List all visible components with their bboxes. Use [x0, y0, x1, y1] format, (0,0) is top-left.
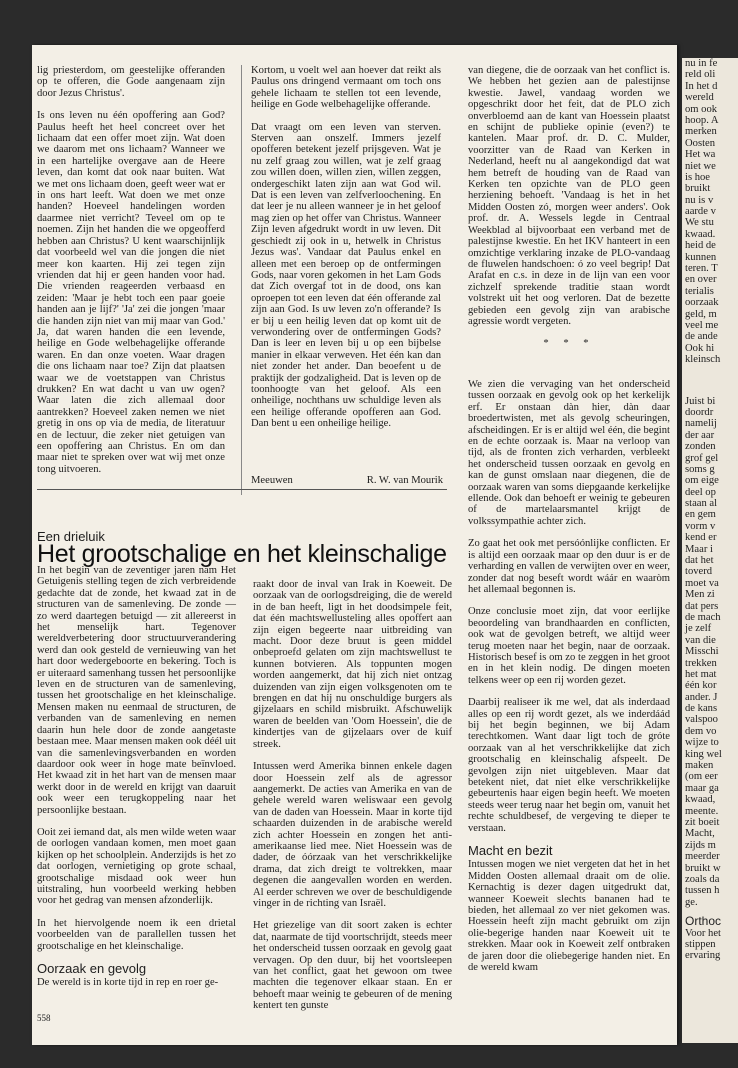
paragraph: Zo gaat het ook met persóónlijke conflicten. Er is altijd een oorzaak maar op den duur is er de verharding en vallen de verwijten over en weer, zonder dat nog beseft wordt wáár en waaròm het allemaal begonnen is. — [468, 538, 670, 595]
next-page-line: oorzaak — [685, 297, 719, 309]
paragraph: Dat vraagt om een leven van sterven. Sterven aan onszelf. Immers jezelf opofferen betekent jezelf prijsgeven. Wat je nu zelf graag zou willen, wat je zelf graag zou willen doen, willen zien, willen zeggen, ondergeschikt laten zijn aan wat God wil. Dat is een leven van zelfverloochening. En dat leer je nu alleen wanneer je in het geloof mag zien op het offer van Christus. Wanneer Zijn leven afgedrukt wordt in uw leven. Dit geschiedt zij ook in u, hetwelk in Christus Jezus was'. Vandaar dat Paulus enkel en alleen met een beroep op de ontfermingen Gods, naar voren gekomen in het Lam Gods dat Zich overgaf tot in de dood, ons kan oproepen tot een leven dat één offerande zal zijn aan God. Is uw leven zo'n offerande? Is er bij u een heilig leven dat op komt uit de verwondering over de ontfermingen Gods? Dan is leer en leven bij u op een bijbelse manier in elkaar verweven. Het één kan dan niet zonder het ander. Dan beoefent u de praktijk der godzaligheid. Dat is leven op de toonhoogte van het geloof. Als een onheilige, nochthans uw schuldige leven als een heilige offerande opofferen aan God. Dan bent u een onheilige heilige. — [251, 121, 441, 430]
paragraph: Onze conclusie moet zijn, dat voor eerlijke beoordeling van brandhaarden en conflicten, ook wat de gevolgen betreft, we altijd weer terug moeten naar het begin, naar de oorzaak. Historisch besef is om zo te zeggen in het groot en in het klein nodig. De dingen moeten telkens weer op een rij worden gezet. — [468, 606, 670, 686]
paragraph: De wereld is in korte tijd in rep en roer ge- — [37, 977, 219, 989]
next-page-line: stippen — [685, 938, 716, 950]
magazine-page — [32, 45, 677, 1045]
next-page-line: is hoe — [685, 171, 711, 183]
next-page-line: bruikt w — [685, 862, 721, 874]
next-page-subheading: Orthoc — [685, 914, 722, 929]
paragraph: Het griezelige van dit soort zaken is echter dat, naarmate de tijd voortschrijdt, steeds meer het onderscheid tussen oorzaak en gevolg gaat vervagen. Op den duur, bij het voortsleepen van het conflict, gaat het gewoon om twee machten die tegenover elkaar staan. En er behoeft maar weinig te gebeuren of de mening kentert ten gunste — [253, 920, 452, 1012]
next-page-line: en over — [685, 274, 717, 286]
next-page-line: deel op — [685, 486, 716, 498]
paragraph: Is ons leven nu één opoffering aan God? Paulus heeft het heel concreet over het lichaam dat een offer moet zijn. Wat doen we daarom met ons lichaam? Wanneer we in een hartelijke overgave aan de Heere leven, dan komt dat ook naar buiten. Wat we met ons lichaam doen, geeft weer wat er in ons hart leeft. Wat doen we met onze handen? Hoeveel handelingen worden daarmee niet verricht? Teveel om op te noemen. Zijn het handen die we opgeofferd hebben aan Christus? U kent waarschijnlijk dat voorbeeld wel van die jongen die niet meer kon kaarten. Hij zei tegen zijn vrienden dat hij er geen handen voor had. Die vrienden reageerden verbaasd en zeiden: 'Maar je hebt toch een paar goeie handen aan je lijf?' 'Ja' zei die jongen 'maar die handen zijn niet van mij maar van God.' Ja, dat waren handen die een levende, heilige en Gode welbehagelijke offerande waren. En dan onze voeten. Waar dragen die ons lichaam naar toe? Zijn dat plaatsen waar we de voetstappen van Christus drukken? En wat dacht u van uw ogen? Waar laten die zich allemaal door aantrekken? Hoeveel zaken nemen we niet gretig in ons op via de media, de literatuur en de lectuur, die zeker niet getuigen van een opoffering aan Christus. En om dan maar niet te spreken over wat wij met onze tong uitvoeren. — [37, 110, 225, 475]
next-page-line: valspoo — [685, 714, 718, 726]
next-page-line: teren. T — [685, 263, 718, 275]
next-page-line: nu is v — [685, 194, 714, 206]
next-page-line: wijze to — [685, 737, 719, 749]
next-page-line: één kor — [685, 680, 717, 692]
paragraph: lig priesterdom, om geestelijke offeranden op te offeren, die Gode aangenaam zijn door Jezus Christus'. — [37, 65, 225, 99]
next-page-line: toverd — [685, 566, 713, 578]
next-page-line: (om eer — [685, 771, 718, 783]
signature-place: Meeuwen — [251, 475, 293, 486]
next-page-line: Juist bi — [685, 395, 716, 407]
next-page-line: zit boeit — [685, 817, 720, 828]
next-page-line: vorm v — [685, 520, 716, 532]
paragraph: Ooit zei iemand dat, als men wilde weten waar de oorlogen vandaan komen, men moet gaan kijken op het schoolplein. Anderzijds is het zo dat oorlogen, vernietiging op grote schaal, grootschalige misdaad ook weer hun uitstraling, hun voorbeeld werking hebben voor het gedrag van mensen afzonderlijk. — [37, 826, 236, 907]
paragraph: We zien die vervaging van het onderscheid tussen oorzaak en gevolg ook op het kerkelijk erf. Er onstaan dàn hier, dàn daar broedertwisten, met als gevolg scheuringen, afscheidingen. Er is er altijd wel één, die begint en de echte oorzaak is. Maar na verloop van tijd, als de fronten zich verharden, verbleekt het onderscheid tussen oorzaak en gevolg en kan de gunst omslaan naar diegenen, die de oorzaak waren van soms diepgaande kerkelijke ellende. Ook dan behoeft er weinig te gebeuren of de martelaarsmantel krijgt de volkssympathie achter zich. — [468, 379, 670, 527]
next-page-line: bruikt — [685, 183, 711, 195]
next-page-line: doordr — [685, 406, 714, 418]
top-column-1 — [37, 65, 225, 486]
next-page-line: moet va — [685, 577, 719, 589]
article-headline: Het grootschalige en het kleinschalige — [37, 540, 447, 568]
next-page-line: Ook hi — [685, 342, 715, 354]
signature-author: R. W. van Mourik — [366, 475, 443, 486]
subheading-macht: Macht en bezit — [468, 843, 553, 859]
next-page-line: zonden — [685, 441, 716, 453]
article-kicker: Een drieluik — [37, 529, 105, 544]
next-page-line: en gem — [685, 509, 716, 521]
next-page-line: het mat — [685, 668, 717, 680]
paragraph: Intussen werd Amerika binnen enkele dagen door Hoessein zelf als de agressor aangemerkt. De acties van Amerika en van de gehele wereld waren weliswaar een gevolg van de daden van Hoessein. Maar in korte tijd schaarden duizenden in de arabische wereld zich achter Hoessein en zongen het anti-amerikaanse lied mee. Niet Hoessein was de dader, de óórzaak van het verschrikkelijke drama, dat zich dreigt te voltrekken, maar degenen die aangevallen worden en werden. Al eerder schreven we over de beschuldigende vinger in de richting van Israël. — [253, 761, 452, 909]
next-page-line: aarde v — [685, 206, 716, 218]
paragraph: In het begin van de zeventiger jaren nam Het Getuigenis stelling tegen de zich verbreidende gedachte dat de zonde, het kwaad zat in de structuren van de samenleving. De zonde — zo werd daartegen betuigd — zit allereerst in het menselijk hart. Tegenover wereldverbetering door structuurverandering werd dan ook gesteld de vernieuwing van het hart door wedergeboorte en bekering. Toch is er uiteraard samenhang tussen het persoonlijke leven en de structuren van de samenleving, tussen het grootschalige en het kleinschalige. Mensen maken nu eenmaal de structuren, de verbanden van de samenleving en nemen daarin hun hele door de zonde aangetaste bestaan mee. Maar mensen maken ook déél uit van die samenlevingsverbanden en worden daardoor ook weer in hoge mate beïnvloed. Het kwaad zit in het hart van de mensen maar werkt door in de wereld en krijgt van daaruit ook weer een terugkoppeling naar het persoonlijke bestaan. — [37, 565, 236, 816]
next-page-line: hoop. A — [685, 114, 719, 126]
next-page-line: zoals da — [685, 873, 720, 885]
paragraph: raakt door de inval van Irak in Koeweit. De oorzaak van de oorlogsdreiging, die de wereld in de ban heeft, ligt in het doodsimpele feit, dat één machtswellusteling alles opoffert aan zijn eigen begeerte naar uitbreiding van macht. Door deze bruut is geen middel onbeproefd gelaten om zijn machtswellust te kunnen botvieren. Als toppunten mogen worden aangemerkt, dat hij zich niet ontzag duizenden van zijn eigen volksgenoten om te brengen en dat hij nu onschuldige burgers als gijzelaars en schild misbruikt. Afschuwelijk waren de beelden van 'Oom Hoessein', die de kindertjes van de gijzelaars over de kuif streek. — [253, 579, 452, 750]
next-page-line: Misschi — [685, 646, 719, 658]
next-page-line: dat het — [685, 555, 714, 567]
next-page-line: de kans — [685, 703, 718, 715]
column-divider — [241, 65, 242, 495]
top-column-2 — [251, 65, 441, 441]
next-page-line: heid de — [685, 240, 716, 252]
article-column-1 — [37, 565, 236, 989]
next-page-line: Men zi — [685, 589, 715, 601]
next-page-line: merken — [685, 126, 717, 138]
next-page-line: wereld — [685, 92, 714, 104]
top-column-3 — [468, 65, 670, 362]
next-page-line: der aar — [685, 429, 715, 441]
next-page-line: staan al — [685, 498, 718, 510]
next-page-line: van die — [685, 634, 716, 646]
paragraph: van diegene, die de oorzaak van het conflict is. We hebben het gezien aan de palestijnse kwestie. Jawel, vandaag worden we opgeschrikt door het feit, dat de PLO zich onverbloemd aan de kant van Hoessein plaatst en schijnt de publieke opinie (even?) te kantelen. Maar prof. dr. D. C. Mulder, voorzitter van de Raad van Kerken in Nederland, heeft nu al aangekondigd dat wat hem betreft de houding van de Raad van Kerken ten opzichte van de PLO geen herziening behoeft. 'Vandaag is het in het Midden Oosten zó, morgen weer anders'. Ook prof. dr. A. Wessels legde in Centraal Weekblad al bijvoorbaat een verband met de palestijnse kwestie. En het IKV hanteert in een omzichtige verklaring inzake de PLO-vandaag de fluwelen handschoen: ó zo veel begrip! Dat Arafat en c.s. in deze in de lijn van een voor zichzelf sprekende traditie staan wordt volstrekt uit het oog verloren. Dat de bezette gebieden een gevolg zijn van arabische agressie wordt vergeten. — [468, 65, 670, 327]
next-page-line: reld oli — [685, 69, 716, 81]
next-page-line: ervaring — [685, 950, 721, 962]
next-page-edge — [682, 58, 738, 1043]
next-page-line: zijds m — [685, 839, 716, 851]
subheading-oorzaak: Oorzaak en gevolg — [37, 961, 147, 976]
next-page-line: maken — [685, 760, 714, 772]
next-page-line: Macht, — [685, 828, 715, 840]
next-page-line: kwaad, — [685, 794, 716, 806]
next-page-line: namelij — [685, 418, 717, 430]
next-page-line: niet we — [685, 160, 716, 172]
next-page-line: ander. J — [685, 691, 718, 703]
next-page-line: meente. — [685, 805, 719, 817]
next-page-line: kleinsch — [685, 354, 721, 366]
next-page-line: Oosten — [685, 137, 716, 149]
next-page-line: je zelf — [685, 623, 712, 635]
paragraph: Intussen mogen we niet vergeten dat het in het Midden Oosten allemaal draait om de olie. Kernachtig is dezer dagen uitgedrukt dat, wanneer Koeweit slechts bananen had te bieden, het allemaal zo ver niet gekomen was. Hoessein heeft zijn macht gebruikt om zijn olie-begerige handen naar Koeweit uit te strekken. Maar ook in Koeweit zelf ontbraken de jaren door die oliebegerige handen niet. En de wereld kwam — [468, 859, 670, 974]
paragraph: Daarbij realiseer ik me wel, dat als inderdaad alles op een rij wordt gezet, als we inderdáád bij het begin beginnen, we bij Adam terechtkomen. Want daar ligt toch de gróte oorzaak van al het verschrikkelijke dat zich grootschalig en kleinschalig afspeelt. De gevolgen zijn niet uitgebleven. Maar dat betekent niet, dat niet elke verschrikkelijke gebeurtenis haar eigen begin heeft. We moeten steeds weer terug naar het begin om, vanuit het rechte schuldbesef, de vergeving te dieper te verstaan. — [468, 697, 670, 834]
next-page-line: grof gel — [685, 452, 719, 464]
next-page-line: dat pers — [685, 600, 719, 612]
next-page-line: geld, m — [685, 308, 717, 320]
paragraph: In het hiervolgende noem ik een drietal voorbeelden van de parallellen tussen het grootschalige en het kleinschalige. — [37, 917, 236, 952]
next-page-line: soms g — [685, 463, 715, 475]
next-page-line: ge. — [685, 896, 698, 908]
next-page-line: terialis — [685, 285, 714, 297]
next-page-line: om eige — [685, 475, 719, 487]
next-page-line: dem vo — [685, 725, 717, 737]
signature — [251, 475, 443, 486]
next-page-line: kunnen — [685, 251, 717, 263]
paragraph: Kortom, u voelt wel aan hoever dat reikt als Paulus ons dringend vermaant om toch ons gehele lichaam te stellen tot een levende, heilige en Gode welbehagelijke offerande. — [251, 65, 441, 111]
next-page-line: kend er — [685, 532, 717, 544]
page-number: 558 — [37, 1013, 51, 1023]
next-page-line: trekken — [685, 657, 717, 669]
next-page-line: tussen h — [685, 885, 720, 897]
next-page-line: Het wa — [685, 149, 716, 161]
next-page-line: de ande — [685, 331, 718, 343]
next-page-line: de mach — [685, 611, 721, 623]
next-page-line: nu in fe — [685, 58, 718, 69]
article-column-2 — [253, 579, 452, 1023]
next-page-line: kwaad. — [685, 228, 716, 240]
next-page-line: veel me — [685, 319, 719, 331]
next-page-line: Maar i — [685, 543, 713, 555]
next-page-line: In het d — [685, 80, 718, 92]
section-stars: * * * — [543, 338, 595, 350]
next-page-line: maar ga — [685, 782, 719, 794]
article-column-3 — [468, 379, 670, 974]
next-page-line: meerder — [685, 851, 720, 863]
next-page-line: om ook — [685, 103, 718, 115]
next-page-line: We stu — [685, 217, 714, 229]
section-divider — [37, 489, 447, 490]
next-page-line: king wel — [685, 748, 722, 760]
next-page-line: Voor het — [685, 927, 721, 939]
